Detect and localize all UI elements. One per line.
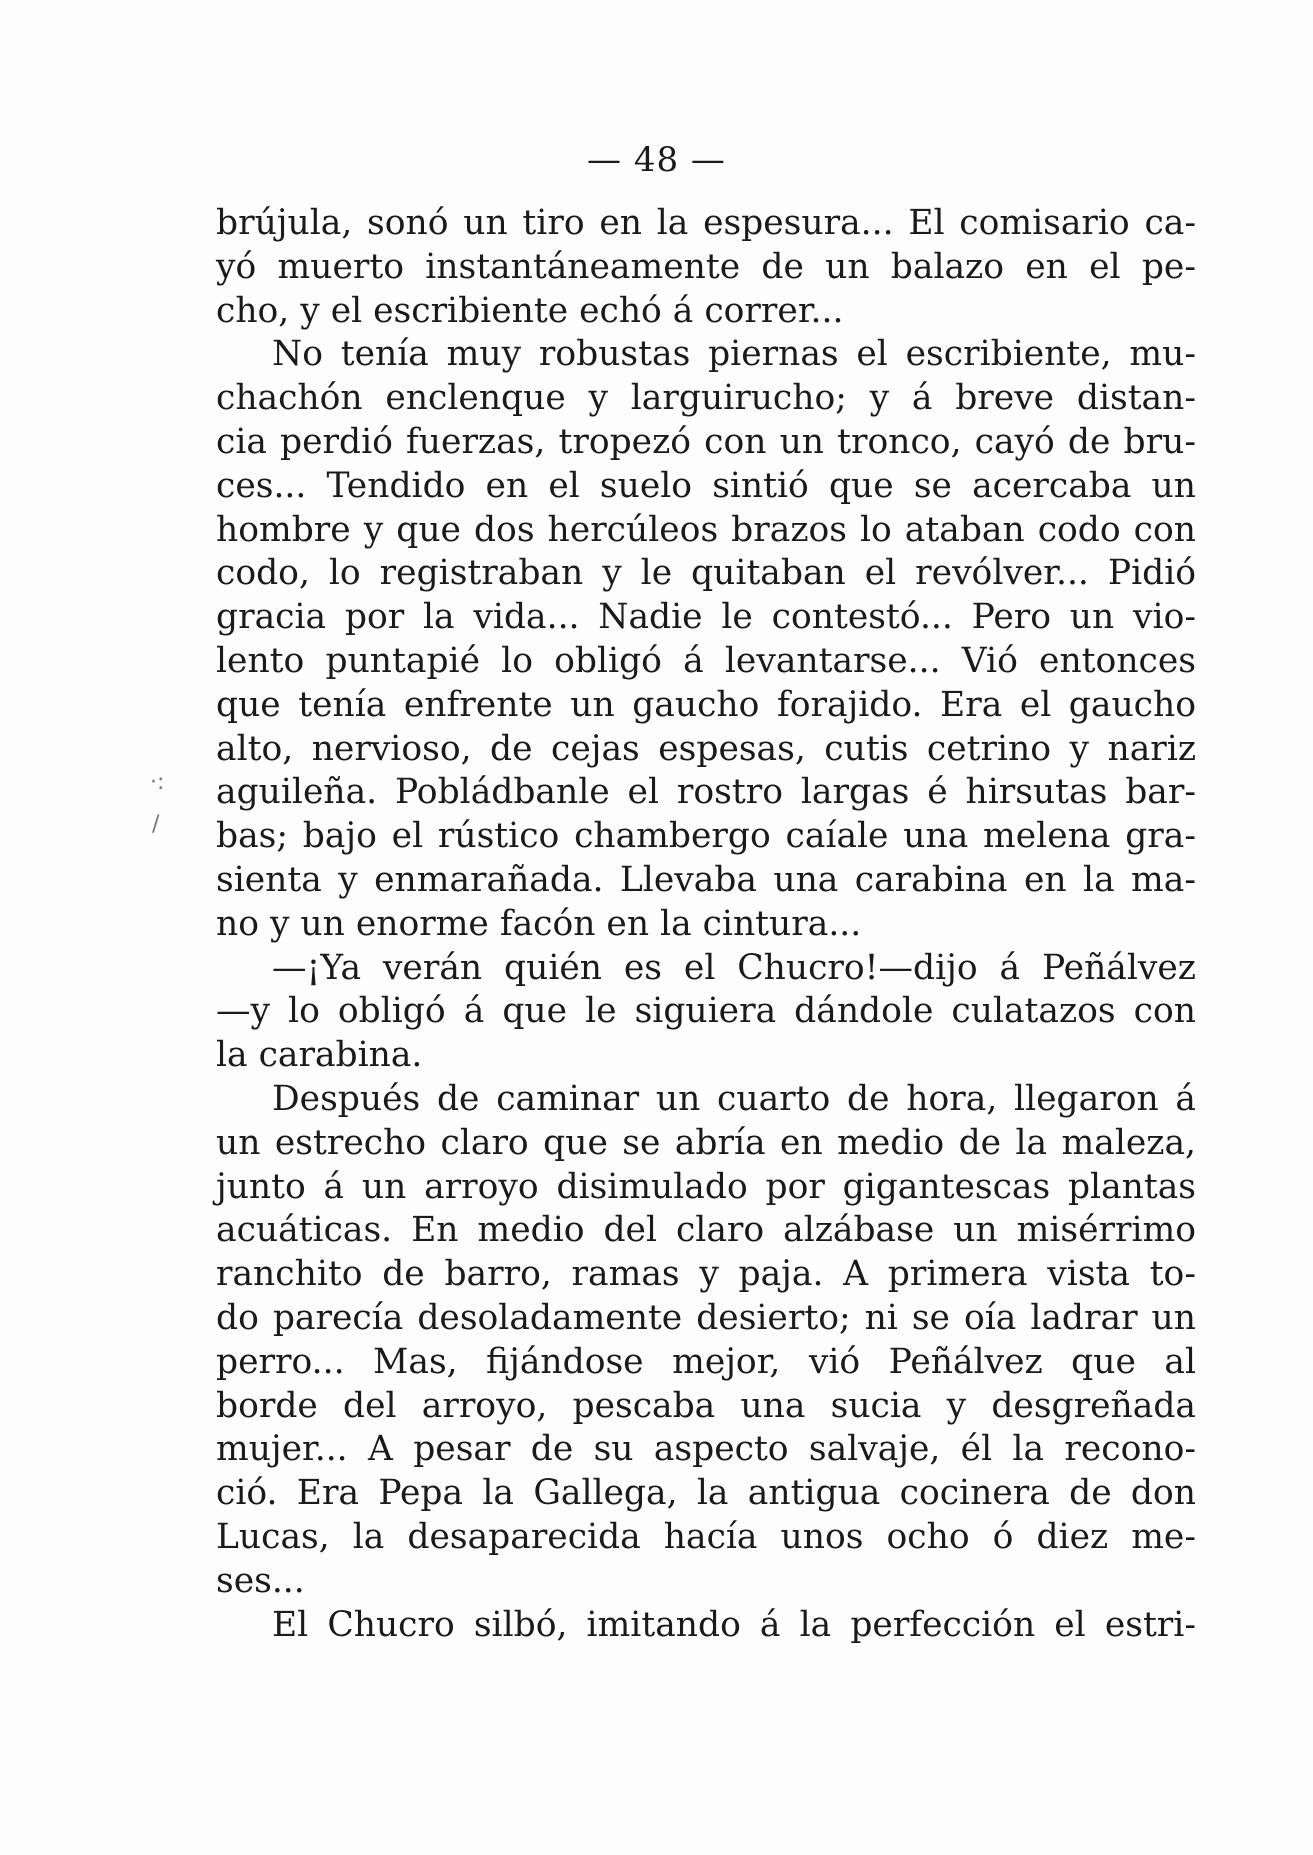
text-line: do parecía desoladamente desierto; ni se oía ladrar un <box>216 1297 1196 1338</box>
text-line: lento puntapié lo obligó á levantarse... Vió entonces <box>216 640 1196 681</box>
text-line: mujer... A pesar de su aspecto salvaje, él la recono- <box>216 1429 1196 1470</box>
margin-mark: / <box>152 812 160 837</box>
text-line: ranchito de barro, ramas y paja. A primera vista to- <box>216 1254 1196 1295</box>
text-line: aguileña. Pobládbanle el rostro largas é hirsutas bar- <box>216 772 1196 813</box>
text-line: brújula, sonó un tiro en la espesura... El comisario ca- <box>216 203 1196 243</box>
text-line: la carabina. <box>216 1035 423 1076</box>
text-line: sienta y enmarañada. Llevaba una carabina en la ma- <box>216 859 1196 900</box>
text-line: un estrecho claro que se abría en medio de la maleza, <box>216 1122 1196 1163</box>
text-line: —¡Ya verán quién es el Chucro!—dijo á Peñálvez <box>272 947 1196 988</box>
text-line: alto, nervioso, de cejas espesas, cutis cetrino y nariz <box>216 728 1196 769</box>
text-line: cia perdió fuerzas, tropezó con un tronco, cayó de bru- <box>216 421 1196 462</box>
text-line: El Chucro silbó, imitando á la perfección el estri- <box>272 1604 1196 1645</box>
text-line: chachón enclenque y larguirucho; y á breve distan- <box>216 378 1196 419</box>
text-line: ses... <box>216 1560 305 1601</box>
text-line: junto á un arroyo disimulado por gigantescas plantas <box>216 1166 1196 1207</box>
text-line: borde del arroyo, pescaba una sucia y desgreñada <box>216 1385 1196 1426</box>
text-line: Lucas, la desaparecida hacía unos ocho ó diez me- <box>216 1516 1196 1557</box>
text-line: acuáticas. En medio del claro alzábase un misérrimo <box>216 1210 1196 1251</box>
text-line: bas; bajo el rústico chambergo caíale una melena gra- <box>216 816 1196 857</box>
page-number: — 48 — <box>587 140 726 180</box>
text-line: ces... Tendido en el suelo sintió que se acercaba un <box>216 465 1196 506</box>
text-line: Después de caminar un cuarto de hora, llegaron á <box>272 1078 1196 1119</box>
margin-mark: ·: <box>150 770 165 795</box>
text-line: No tenía muy robustas piernas el escribiente, mu- <box>272 334 1196 375</box>
text-line: gracia por la vida... Nadie le contestó... Pero un vio- <box>216 597 1196 638</box>
text-line: ció. Era Pepa la Gallega, la antigua cocinera de don <box>216 1473 1196 1514</box>
text-line: codo, lo registraban y le quitaban el revólver... Pidió <box>216 553 1196 594</box>
text-line: cho, y el escribiente echó á correr... <box>216 290 844 331</box>
text-line: yó muerto instantáneamente de un balazo en el pe- <box>216 246 1196 287</box>
text-line: hombre y que dos hercúleos brazos lo ataban codo con <box>216 509 1196 550</box>
text-line: —y lo obligó á que le siguiera dándole culatazos con <box>216 991 1196 1032</box>
text-line: perro... Mas, fijándose mejor, vió Peñálvez que al <box>216 1341 1196 1382</box>
text-line: no y un enorme facón en la cintura... <box>216 903 862 944</box>
text-line: que tenía enfrente un gaucho forajido. Era el gaucho <box>216 684 1196 725</box>
body-text <box>216 202 1196 1647</box>
